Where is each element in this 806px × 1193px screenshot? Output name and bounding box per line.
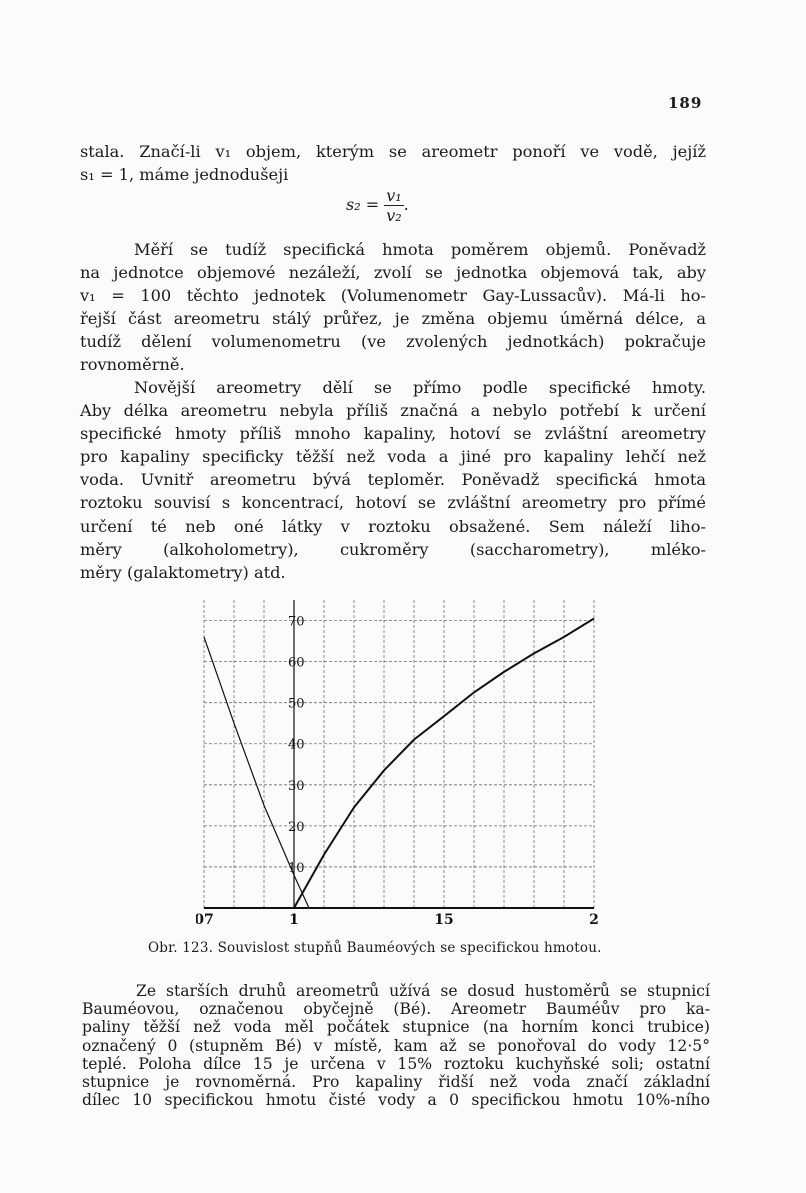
x-tick-label: 1 xyxy=(289,912,299,928)
y-tick-label: 70 xyxy=(288,614,305,630)
text-line: pro kapaliny specificky těžší než voda a jiné pro kapaliny lehčí než xyxy=(80,447,706,467)
text-line: Aby délka areometru nebyla příliš značná a nebylo potřebí k určení xyxy=(80,401,706,421)
text-line: dílec 10 specifickou hmotu čisté vody a 0 specifickou hmotu 10%-ního xyxy=(82,1091,710,1110)
text-line: na jednotce objemové nezáleží, zvolí se jednotka objemová tak, aby xyxy=(80,263,706,283)
text-line: řejší část areometru stálý průřez, je změna objemu úměrná délce, a xyxy=(80,309,706,329)
text-line: Bauméovou, označenou obyčejně (Bé). Areometr Bauméův pro ka- xyxy=(82,1000,710,1019)
text-line: s₁ = 1, máme jednodušeji xyxy=(80,165,289,185)
y-tick-label: 10 xyxy=(288,860,305,876)
paragraph-1 xyxy=(80,140,706,186)
y-tick-label: 60 xyxy=(288,655,305,671)
text-line: tudíž dělení volumenometru (ve zvolených jednotkách) pokračuje xyxy=(80,332,706,352)
x-tick-label: 07 xyxy=(196,912,214,928)
formula-lhs: s₂ = xyxy=(346,195,380,214)
figure-caption: Obr. 123. Souvislost stupňů Bauméových se specifickou hmotou. xyxy=(148,940,602,956)
text-line: označený 0 (stupněm Bé) v místě, kam až se ponořoval do vody 12·5° xyxy=(82,1036,710,1055)
baume-chart xyxy=(196,592,616,932)
x-tick-label: 15 xyxy=(434,912,454,928)
text-line: v₁ = 100 těchto jednotek (Volumenometr Gay-Lussacův). Má-li ho- xyxy=(80,286,706,306)
text-line: stupnice je rovnoměrná. Pro kapaliny řidší než voda značí základní xyxy=(82,1072,710,1091)
text-line: určení té neb oné látky v roztoku obsažené. Sem náleží liho- xyxy=(80,516,706,536)
paragraph-3 xyxy=(80,376,706,584)
text-line: měry (galaktometry) atd. xyxy=(80,562,286,582)
paragraph-4 xyxy=(82,982,710,1109)
text-line: paliny těžší než voda měl počátek stupnice (na horním konci trubice) xyxy=(82,1018,710,1037)
formula-numerator: v₁ xyxy=(386,186,402,205)
formula-fraction xyxy=(384,186,403,225)
text-line: roztoku souvisí s koncentrací, hotoví se zvláštní areometry pro přímé xyxy=(80,493,706,513)
text-line: voda. Uvnitř areometru bývá teploměr. Poněvadž specifická hmota xyxy=(80,470,706,490)
paragraph-2 xyxy=(80,238,706,377)
text-line: Ze starších druhů areometrů užívá se dosud hustoměrů se stupnicí xyxy=(136,982,710,1000)
y-tick-label: 50 xyxy=(288,696,305,712)
formula-denominator: v₂ xyxy=(386,206,402,225)
figure-123 xyxy=(196,592,616,932)
text-line: specifické hmoty příliš mnoho kapaliny, hotoví se zvláštní areometry xyxy=(80,424,706,444)
y-tick-label: 30 xyxy=(288,778,305,794)
y-tick-label: 40 xyxy=(288,737,305,753)
page-number: 189 xyxy=(668,94,703,112)
text-line: rovnoměrně. xyxy=(80,355,185,375)
formula-tail: . xyxy=(403,195,409,214)
text-line: teplé. Poloha dílce 15 je určena v 15% roztoku kuchyňské soli; ostatní xyxy=(82,1054,710,1073)
text-line: Novější areometry dělí se přímo podle specifické hmoty. xyxy=(134,378,706,397)
y-tick-label: 20 xyxy=(288,819,305,835)
text-line: stala. Značí-li v₁ objem, kterým se areometr ponoří ve vodě, jejíž xyxy=(80,142,706,161)
text-line: Měří se tudíž specifická hmota poměrem objemů. Poněvadž xyxy=(134,240,706,259)
x-tick-label: 2 xyxy=(589,912,599,928)
text-line: měry (alkoholometry), cukroměry (saccharometry), mléko- xyxy=(80,539,706,559)
formula xyxy=(346,186,409,225)
